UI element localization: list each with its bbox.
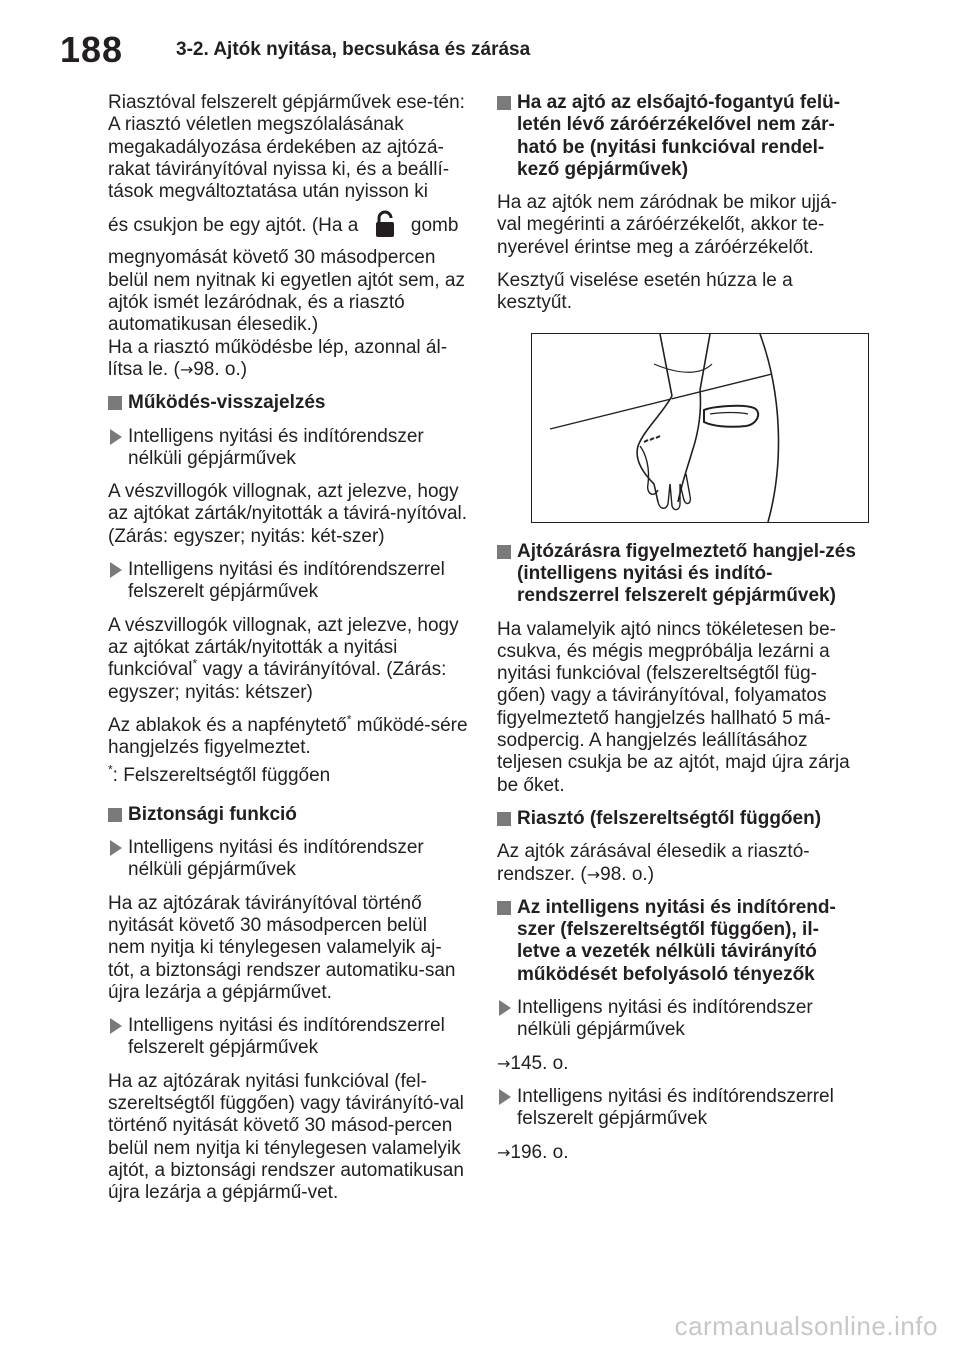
footnote-marker: *	[346, 712, 352, 727]
subheading	[108, 1015, 468, 1060]
paragraph: Ha valamelyik ajtó nincs tökéletesen be-csukva, és mégis megpróbálja lezárni a nyitási funkcióval (felszereltségtől füg-gően) vagy a távirányítóval, folyamatos figyelmeztető hangjelzés hallható 5 má-sodpercig. A hangjelzés leállításához teljesen csukja be az ajtót, majd újra zárja be őket.	[497, 618, 850, 796]
paragraph: Riasztóval felszerelt gépjárművek ese-tén: A riasztó véletlen megszólalásának megakadályozása érdekében az ajtózá-rakat távirányítóval nyissa ki, és a beállí-tások megváltoztatása után nyisson ki	[108, 92, 465, 203]
subheading	[497, 997, 859, 1042]
heading-mukodes	[108, 392, 468, 414]
paragraph	[108, 615, 468, 704]
text-run: és csukjon be egy ajtót. (Ha a	[108, 215, 359, 237]
heading-text: Biztonsági funkció	[128, 803, 297, 825]
left-column	[108, 92, 468, 1215]
page-reference: 98. o.)	[600, 863, 655, 885]
square-bullet-icon	[497, 812, 511, 826]
paragraph	[497, 841, 859, 886]
text-run: Az ajtók zárásával élesedik a riasztó-rendszer. (	[497, 841, 810, 885]
reference-arrow: →	[586, 864, 601, 884]
heading-text: Az intelligens nyitási és indítórend-szer (felszereltségtől függően), il-letve a vezeték nélküli távirányító működését befolyásoló tényezők	[517, 896, 836, 985]
watermark: carmanualsonline.info	[674, 1311, 938, 1341]
triangle-bullet-icon	[499, 1089, 511, 1105]
heading-text: Ha az ajtó az elsőajtó-fogantyú felü-letén lévő záróérzékelővel nem zár-ható be (nyitási funkcióval rendel-kező gépjárművek)	[517, 92, 841, 180]
heading-text: Működés-visszajelzés	[128, 392, 326, 414]
paragraph	[108, 337, 468, 382]
hand-on-handle-drawing	[532, 334, 868, 522]
text-run: A vészvillogók villognak, azt jelezve, hogy az ajtókat zárták/nyitották a nyitási funkcióval	[108, 614, 459, 681]
subheading	[108, 426, 468, 471]
square-bullet-icon	[497, 545, 511, 559]
text-run: vagy a távirányítóval. (Zárás: egyszer; nyitás: kétszer)	[108, 659, 447, 703]
reference-arrow: →	[179, 359, 194, 379]
heading-riaszto	[497, 808, 859, 830]
door-handle-illustration	[531, 333, 869, 523]
footnote-text: : Felszereltségtől függően	[112, 765, 331, 787]
paragraph: Ha az ajtózárak nyitási funkcióval (fel-szereltségtől függően) vagy távirányító-val történő nyitását követő 30 másod-percen belül nem nyitja ki ténylegesen valamelyik ajtót, a biztonsági rendszer automatikusan újra lezárja a gépjármű-vet.	[108, 1070, 464, 1204]
lock-icon	[368, 209, 402, 239]
paragraph: Kesztyű viselése esetén húzza le a kesztyűt.	[497, 270, 793, 314]
heading-text: Riasztó (felszereltségtől függően)	[517, 807, 822, 829]
footnote	[108, 765, 468, 787]
heading-ajto	[497, 92, 859, 181]
paragraph: Ha az ajtók nem záródnak be mikor ujjá-val megérinti a záróérzékelőt, akkor te-nyerével érintse meg a záróérzékelőt.	[497, 192, 838, 258]
text-run: működé-sére hangjelzés figyelmeztet.	[108, 714, 468, 759]
triangle-bullet-icon	[110, 1018, 122, 1034]
page-reference: 98. o.)	[193, 358, 248, 380]
heading-figyelmezteto	[497, 541, 859, 608]
text-run: Az ablakok és a napfénytető	[108, 714, 347, 736]
subheading-text: Intelligens nyitási és indítórendszer nélküli gépjárművek	[517, 997, 813, 1041]
page-number: 188	[60, 29, 124, 70]
paragraph	[108, 712, 468, 760]
triangle-bullet-icon	[110, 562, 122, 578]
reference-text: 145. o.	[510, 1052, 569, 1074]
subheading-text: Intelligens nyitási és indítórendszer nélküli gépjárművek	[128, 425, 424, 469]
triangle-bullet-icon	[110, 840, 122, 856]
heading-text: Ajtózárásra figyelmeztető hangjel-zés (intelligens nyitási és indító-rendszerrel felszerelt gépjárművek)	[517, 540, 856, 607]
reference-arrow: →	[497, 1053, 511, 1073]
page-header	[0, 0, 960, 84]
subheading	[108, 559, 468, 604]
paragraph: A vészvillogók villognak, azt jelezve, hogy az ajtókat zárták/nyitották a távirá-nyítóval. (Zárás: egyszer; nyitás: két-szer)	[108, 481, 468, 547]
triangle-bullet-icon	[499, 1000, 511, 1016]
heading-intelligens	[497, 897, 859, 986]
page-reference	[497, 1142, 859, 1164]
section-title: 3-2. Ajtók nyitása, becsukása és zárása	[176, 39, 531, 60]
right-column	[497, 92, 859, 1175]
page-reference	[497, 1053, 859, 1075]
square-bullet-icon	[497, 96, 511, 110]
subheading-text: Intelligens nyitási és indítórendszerrel felszerelt gépjárművek	[128, 559, 445, 603]
paragraph	[108, 209, 468, 241]
paragraph: Ha az ajtózárak távirányítóval történő nyitását követő 30 másodpercen belül nem nyitja ki ténylegesen valamelyik aj-tót, a biztonsági rendszer automatiku-san újra lezárja a gépjárművet.	[108, 892, 456, 1003]
subheading	[497, 1086, 859, 1131]
square-bullet-icon	[108, 396, 122, 410]
heading-biztonsagi	[108, 804, 468, 826]
reference-text: 196. o.	[510, 1141, 569, 1163]
triangle-bullet-icon	[110, 429, 122, 445]
subheading-text: Intelligens nyitási és indítórendszer nélküli gépjárművek	[128, 837, 424, 881]
square-bullet-icon	[108, 808, 122, 822]
paragraph: megnyomását követő 30 másodpercen belül nem nyitnak ki egyetlen ajtót sem, az ajtók ismét lezáródnak, és a riasztó automatikusan élesedik.)	[108, 247, 465, 336]
square-bullet-icon	[497, 901, 511, 915]
text-run: gomb	[410, 215, 459, 237]
subheading-text: Intelligens nyitási és indítórendszerrel felszerelt gépjárművek	[128, 1015, 445, 1059]
footnote-marker: *	[192, 656, 198, 671]
subheading-text: Intelligens nyitási és indítórendszerrel felszerelt gépjárművek	[517, 1085, 834, 1130]
footnote-marker: *	[108, 763, 113, 778]
subheading	[108, 837, 468, 882]
reference-arrow: →	[497, 1142, 511, 1162]
text-run: Ha a riasztó működésbe lép, azonnal ál-lítsa le. (	[108, 336, 448, 380]
